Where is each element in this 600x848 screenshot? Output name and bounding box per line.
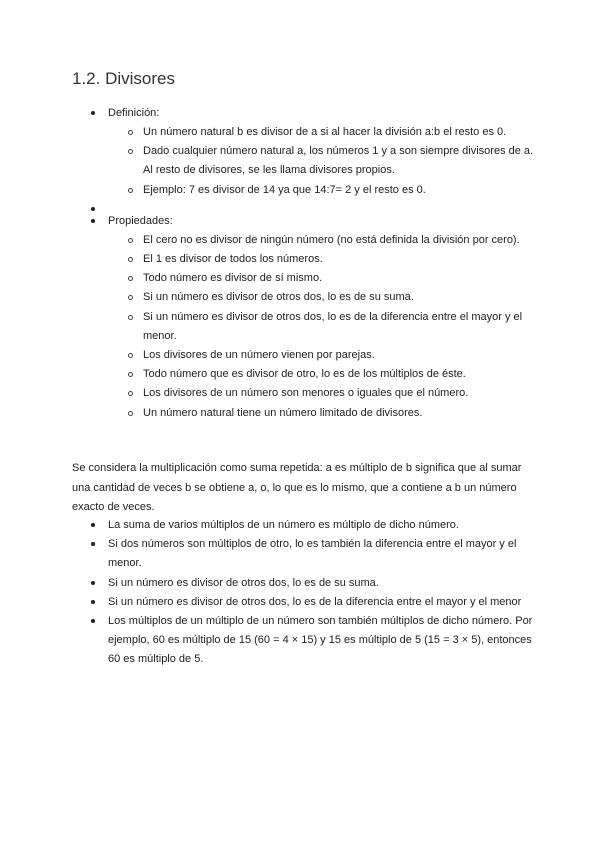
list-item: La suma de varios múltiplos de un número es múltiplo de dicho número. (90, 516, 540, 535)
list-item: Un número natural tiene un número limitado de divisores. (108, 404, 540, 423)
list-item: Si un número es divisor de otros dos, lo es de la diferencia entre el mayor y el menor (90, 593, 540, 612)
list-item: Si un número es divisor de otros dos, lo es de su suma. (90, 574, 540, 593)
section-heading: 1.2. Divisores (72, 69, 175, 88)
list-item: Si un número es divisor de otros dos, lo es de la diferencia entre el mayor y el menor. (108, 308, 540, 346)
list-item: Los múltiplos de un múltiplo de un número son también múltiplos de dicho número. Por ejemplo, 60 es múltiplo de 15 (60 = 4 × 15) y 15 es múltiplo de 5 (15 = 3 × 5), entonces 60 es múltiplo de 5. (90, 612, 540, 670)
definicion-item (90, 104, 540, 200)
list-item: Todo número que es divisor de otro, lo es de los múltiplos de éste. (108, 365, 540, 384)
definicion-label: Definición: (108, 107, 160, 119)
spacer (90, 200, 540, 212)
list-item: El cero no es divisor de ningún número (no está definida la división por cero). (108, 231, 540, 250)
list-item: Todo número es divisor de sí mismo. (108, 269, 540, 288)
list-item: Un número natural b es divisor de a si al hacer la división a:b el resto es 0. (108, 123, 540, 142)
list-item: Si dos números son múltiplos de otro, lo es también la diferencia entre el mayor y el menor. (90, 535, 540, 573)
list-item: Si un número es divisor de otros dos, lo es de su suma. (108, 288, 540, 307)
definicion-sublist (108, 123, 540, 200)
propiedades-item (90, 212, 540, 423)
list-item: Ejemplo: 7 es divisor de 14 ya que 14:7= 2 y el resto es 0. (108, 181, 540, 200)
list-item: Los divisores de un número vienen por parejas. (108, 346, 540, 365)
main-list (90, 104, 540, 423)
multiplos-list (90, 516, 540, 670)
propiedades-label: Propiedades: (108, 214, 173, 227)
list-item: El 1 es divisor de todos los números. (108, 250, 540, 269)
propiedades-sublist (108, 231, 540, 423)
list-item: Dado cualquier número natural a, los números 1 y a son siempre divisores de a. Al resto de divisores, se les llama divisores propios. (108, 142, 540, 180)
list-item: Los divisores de un número son menores o iguales que el número. (108, 384, 540, 403)
multiplication-paragraph: Se considera la multiplicación como suma repetida: a es múltiplo de b significa que al sumar una cantidad de veces b se obtiene a, o, lo que es lo mismo, que a contiene a b un número exacto de veces. (72, 462, 522, 513)
